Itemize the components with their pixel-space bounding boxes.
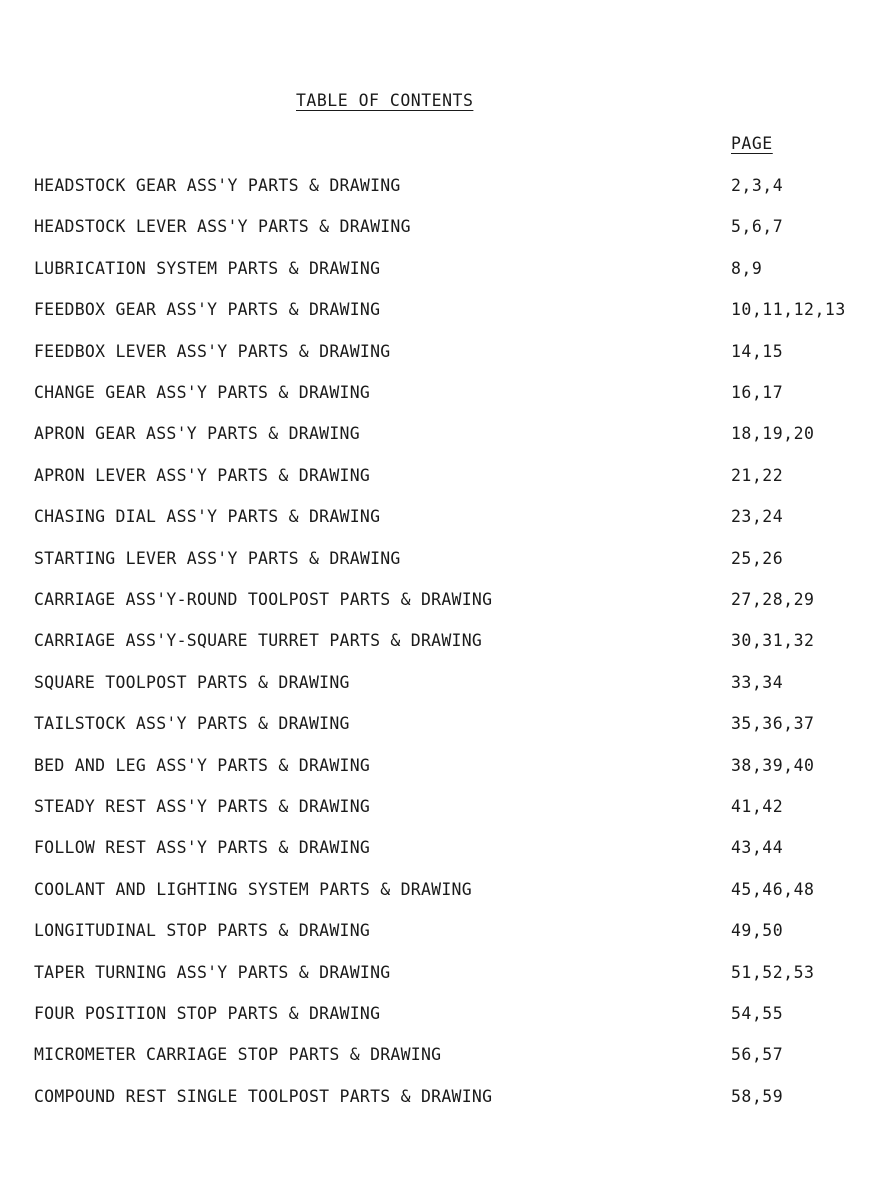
toc-entry-pages: 5,6,7 bbox=[731, 217, 784, 236]
toc-entry-title: APRON LEVER ASS'Y PARTS & DRAWING bbox=[34, 466, 371, 485]
toc-entry bbox=[0, 300, 875, 322]
toc-entry bbox=[0, 549, 875, 571]
toc-entry-title: TAPER TURNING ASS'Y PARTS & DRAWING bbox=[34, 963, 391, 982]
toc-entry bbox=[0, 590, 875, 612]
toc-entry-title: CHASING DIAL ASS'Y PARTS & DRAWING bbox=[34, 507, 381, 526]
toc-entry bbox=[0, 631, 875, 653]
toc-entry bbox=[0, 1004, 875, 1026]
toc-entry bbox=[0, 466, 875, 488]
toc-entry-title: MICROMETER CARRIAGE STOP PARTS & DRAWING bbox=[34, 1045, 442, 1064]
toc-entry bbox=[0, 756, 875, 778]
toc-entry-pages: 21,22 bbox=[731, 466, 784, 485]
toc-entry-pages: 10,11,12,13 bbox=[731, 300, 846, 319]
toc-entry-title: COMPOUND REST SINGLE TOOLPOST PARTS & DRAWING bbox=[34, 1087, 493, 1106]
toc-entry bbox=[0, 921, 875, 943]
toc-entry bbox=[0, 714, 875, 736]
toc-entry bbox=[0, 383, 875, 405]
toc-entry-pages: 30,31,32 bbox=[731, 631, 815, 650]
toc-entry-title: APRON GEAR ASS'Y PARTS & DRAWING bbox=[34, 424, 360, 443]
toc-entry-title: HEADSTOCK GEAR ASS'Y PARTS & DRAWING bbox=[34, 176, 401, 195]
toc-entry bbox=[0, 507, 875, 529]
toc-entry-title: FEEDBOX GEAR ASS'Y PARTS & DRAWING bbox=[34, 300, 381, 319]
toc-entry-title: COOLANT AND LIGHTING SYSTEM PARTS & DRAWING bbox=[34, 880, 472, 899]
toc-entry-pages: 38,39,40 bbox=[731, 756, 815, 775]
toc-entry-title: FOUR POSITION STOP PARTS & DRAWING bbox=[34, 1004, 381, 1023]
toc-entry-pages: 43,44 bbox=[731, 838, 784, 857]
toc-entry-pages: 23,24 bbox=[731, 507, 784, 526]
toc-entry bbox=[0, 424, 875, 446]
toc-entry-title: STARTING LEVER ASS'Y PARTS & DRAWING bbox=[34, 549, 401, 568]
toc-entry-pages: 8,9 bbox=[731, 259, 763, 278]
toc-entry-title: SQUARE TOOLPOST PARTS & DRAWING bbox=[34, 673, 350, 692]
toc-entry bbox=[0, 217, 875, 239]
toc-entry-title: HEADSTOCK LEVER ASS'Y PARTS & DRAWING bbox=[34, 217, 411, 236]
toc-entry bbox=[0, 176, 875, 198]
toc-entry bbox=[0, 1087, 875, 1109]
toc-entry-title: LONGITUDINAL STOP PARTS & DRAWING bbox=[34, 921, 371, 940]
toc-entry-title: LUBRICATION SYSTEM PARTS & DRAWING bbox=[34, 259, 381, 278]
toc-entry-pages: 14,15 bbox=[731, 342, 784, 361]
toc-entry bbox=[0, 797, 875, 819]
toc-entry bbox=[0, 673, 875, 695]
toc-entry-title: CHANGE GEAR ASS'Y PARTS & DRAWING bbox=[34, 383, 371, 402]
toc-entry-pages: 56,57 bbox=[731, 1045, 784, 1064]
toc-entry-pages: 58,59 bbox=[731, 1087, 784, 1106]
toc-entry-pages: 35,36,37 bbox=[731, 714, 815, 733]
toc-entry-title: BED AND LEG ASS'Y PARTS & DRAWING bbox=[34, 756, 371, 775]
toc-entry-pages: 2,3,4 bbox=[731, 176, 784, 195]
toc-entry-pages: 41,42 bbox=[731, 797, 784, 816]
toc-entry-pages: 49,50 bbox=[731, 921, 784, 940]
toc-entry-pages: 27,28,29 bbox=[731, 590, 815, 609]
toc-entry-title: STEADY REST ASS'Y PARTS & DRAWING bbox=[34, 797, 371, 816]
toc-entry-title: CARRIAGE ASS'Y-SQUARE TURRET PARTS & DRAWING bbox=[34, 631, 483, 650]
toc-entry bbox=[0, 963, 875, 985]
toc-entry-pages: 18,19,20 bbox=[731, 424, 815, 443]
toc-entry-pages: 33,34 bbox=[731, 673, 784, 692]
toc-entry-pages: 54,55 bbox=[731, 1004, 784, 1023]
toc-entry bbox=[0, 880, 875, 902]
toc-entry bbox=[0, 838, 875, 860]
toc-entry bbox=[0, 1045, 875, 1067]
toc-entry-pages: 51,52,53 bbox=[731, 963, 815, 982]
toc-entry-pages: 25,26 bbox=[731, 549, 784, 568]
page-column-header: PAGE bbox=[731, 134, 773, 153]
toc-entry-pages: 45,46,48 bbox=[731, 880, 815, 899]
toc-entry-title: FEEDBOX LEVER ASS'Y PARTS & DRAWING bbox=[34, 342, 391, 361]
toc-entry-title: FOLLOW REST ASS'Y PARTS & DRAWING bbox=[34, 838, 371, 857]
toc-entry-title: CARRIAGE ASS'Y-ROUND TOOLPOST PARTS & DRAWING bbox=[34, 590, 493, 609]
toc-entry-pages: 16,17 bbox=[731, 383, 784, 402]
page-title: TABLE OF CONTENTS bbox=[296, 91, 474, 110]
toc-entry bbox=[0, 342, 875, 364]
toc-entry bbox=[0, 259, 875, 281]
toc-entry-title: TAILSTOCK ASS'Y PARTS & DRAWING bbox=[34, 714, 350, 733]
